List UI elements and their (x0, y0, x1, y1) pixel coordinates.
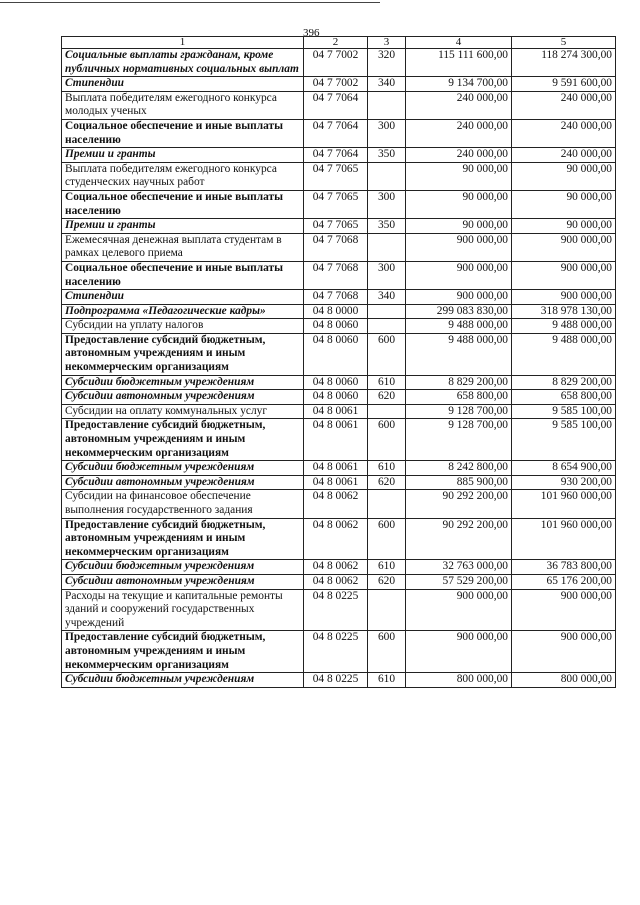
row-type: 600 (368, 333, 406, 375)
row-code: 04 8 0000 (304, 304, 368, 319)
column-header-1: 1 (62, 37, 304, 49)
table-row (62, 490, 616, 518)
row-value-4: 658 800,00 (406, 390, 512, 405)
table-row (62, 375, 616, 390)
row-value-4: 9 488 000,00 (406, 333, 512, 375)
row-value-5: 318 978 130,00 (512, 304, 616, 319)
row-value-5: 900 000,00 (512, 631, 616, 673)
row-value-5: 9 585 100,00 (512, 419, 616, 461)
row-value-4: 240 000,00 (406, 119, 512, 147)
row-type (368, 162, 406, 190)
row-code: 04 7 7064 (304, 91, 368, 119)
table-row (62, 304, 616, 319)
row-code: 04 7 7065 (304, 190, 368, 218)
row-value-4: 9 488 000,00 (406, 319, 512, 334)
row-code: 04 8 0225 (304, 631, 368, 673)
table-row (62, 148, 616, 163)
row-value-5: 90 000,00 (512, 162, 616, 190)
column-header-2: 2 (304, 37, 368, 49)
row-type: 620 (368, 475, 406, 490)
row-type: 620 (368, 574, 406, 589)
row-value-5: 900 000,00 (512, 233, 616, 261)
column-header-row (62, 37, 616, 49)
row-code: 04 7 7068 (304, 233, 368, 261)
table-row (62, 91, 616, 119)
row-code: 04 8 0225 (304, 589, 368, 631)
row-name: Премии и гранты (62, 148, 304, 163)
table-row (62, 419, 616, 461)
row-type: 340 (368, 290, 406, 305)
row-name: Выплата победителям ежегодного конкурса студенческих научных работ (62, 162, 304, 190)
table-row (62, 518, 616, 560)
row-name: Субсидии бюджетным учреждениям (62, 673, 304, 688)
row-value-5: 900 000,00 (512, 589, 616, 631)
row-type (368, 404, 406, 419)
row-name: Субсидии бюджетным учреждениям (62, 461, 304, 476)
row-code: 04 8 0060 (304, 319, 368, 334)
table-row (62, 261, 616, 289)
row-type: 610 (368, 375, 406, 390)
row-name: Стипендии (62, 77, 304, 92)
row-code: 04 8 0225 (304, 673, 368, 688)
row-type: 300 (368, 190, 406, 218)
row-value-5: 101 960 000,00 (512, 490, 616, 518)
row-code: 04 8 0062 (304, 574, 368, 589)
row-code: 04 8 0062 (304, 490, 368, 518)
row-name: Предоставление субсидий бюджетным, автономным учреждениям и иным некоммерческим организациям (62, 419, 304, 461)
row-type (368, 319, 406, 334)
row-type: 350 (368, 148, 406, 163)
row-value-4: 900 000,00 (406, 233, 512, 261)
row-name: Стипендии (62, 290, 304, 305)
row-code: 04 7 7065 (304, 162, 368, 190)
table-row (62, 333, 616, 375)
table-row (62, 233, 616, 261)
row-code: 04 8 0060 (304, 375, 368, 390)
row-code: 04 8 0061 (304, 475, 368, 490)
table-row (62, 574, 616, 589)
row-type: 300 (368, 119, 406, 147)
row-name: Субсидии на уплату налогов (62, 319, 304, 334)
top-rule (0, 2, 380, 3)
table-row (62, 461, 616, 476)
row-value-4: 900 000,00 (406, 631, 512, 673)
row-type (368, 589, 406, 631)
row-type: 350 (368, 219, 406, 234)
row-code: 04 8 0061 (304, 404, 368, 419)
row-value-4: 8 242 800,00 (406, 461, 512, 476)
row-value-4: 8 829 200,00 (406, 375, 512, 390)
row-value-4: 900 000,00 (406, 290, 512, 305)
row-name: Субсидии автономным учреждениям (62, 475, 304, 490)
row-value-4: 9 128 700,00 (406, 419, 512, 461)
row-name: Социальное обеспечение и иные выплаты населению (62, 190, 304, 218)
row-name: Субсидии автономным учреждениям (62, 574, 304, 589)
row-value-5: 800 000,00 (512, 673, 616, 688)
column-header-4: 4 (406, 37, 512, 49)
row-name: Предоставление субсидий бюджетным, автономным учреждениям и иным некоммерческим организациям (62, 631, 304, 673)
table-row (62, 390, 616, 405)
row-value-5: 8 654 900,00 (512, 461, 616, 476)
row-value-5: 118 274 300,00 (512, 49, 616, 77)
row-code: 04 8 0060 (304, 333, 368, 375)
row-code: 04 7 7064 (304, 119, 368, 147)
row-type (368, 304, 406, 319)
table-row (62, 49, 616, 77)
table-row (62, 162, 616, 190)
row-name: Социальное обеспечение и иные выплаты населению (62, 261, 304, 289)
row-value-5: 240 000,00 (512, 119, 616, 147)
row-code: 04 8 0061 (304, 419, 368, 461)
table-row (62, 589, 616, 631)
table-row (62, 673, 616, 688)
table-row (62, 77, 616, 92)
row-value-5: 90 000,00 (512, 190, 616, 218)
row-value-4: 240 000,00 (406, 148, 512, 163)
row-value-5: 9 585 100,00 (512, 404, 616, 419)
row-name: Субсидии автономным учреждениям (62, 390, 304, 405)
row-type: 620 (368, 390, 406, 405)
row-value-4: 9 128 700,00 (406, 404, 512, 419)
row-value-4: 57 529 200,00 (406, 574, 512, 589)
table-row (62, 219, 616, 234)
row-code: 04 7 7068 (304, 290, 368, 305)
row-name: Социальное обеспечение и иные выплаты населению (62, 119, 304, 147)
row-name: Предоставление субсидий бюджетным, автономным учреждениям и иным некоммерческим организациям (62, 333, 304, 375)
row-name: Социальные выплаты гражданам, кроме публичных нормативных социальных выплат (62, 49, 304, 77)
row-value-4: 9 134 700,00 (406, 77, 512, 92)
table-row (62, 475, 616, 490)
row-name: Субсидии бюджетным учреждениям (62, 375, 304, 390)
table-row (62, 290, 616, 305)
table-row (62, 190, 616, 218)
row-name: Ежемесячная денежная выплата студентам в рамках целевого приема (62, 233, 304, 261)
row-value-5: 240 000,00 (512, 91, 616, 119)
row-value-4: 240 000,00 (406, 91, 512, 119)
row-type: 610 (368, 673, 406, 688)
row-value-4: 115 111 600,00 (406, 49, 512, 77)
row-type: 300 (368, 261, 406, 289)
row-value-5: 9 488 000,00 (512, 319, 616, 334)
row-name: Субсидии на финансовое обеспечение выполнения государственного задания (62, 490, 304, 518)
row-value-4: 800 000,00 (406, 673, 512, 688)
row-name: Подпрограмма «Педагогические кадры» (62, 304, 304, 319)
row-name: Субсидии бюджетным учреждениям (62, 560, 304, 575)
row-value-5: 9 591 600,00 (512, 77, 616, 92)
row-name: Выплата победителям ежегодного конкурса молодых ученых (62, 91, 304, 119)
row-name: Расходы на текущие и капитальные ремонты зданий и сооружений государственных учреждений (62, 589, 304, 631)
row-value-4: 90 000,00 (406, 162, 512, 190)
row-type (368, 91, 406, 119)
row-value-5: 900 000,00 (512, 261, 616, 289)
budget-table-body (62, 37, 616, 688)
row-code: 04 7 7002 (304, 49, 368, 77)
row-code: 04 7 7065 (304, 219, 368, 234)
table-row (62, 119, 616, 147)
row-value-5: 65 176 200,00 (512, 574, 616, 589)
table-row (62, 319, 616, 334)
row-code: 04 8 0062 (304, 518, 368, 560)
row-value-4: 900 000,00 (406, 589, 512, 631)
row-value-4: 900 000,00 (406, 261, 512, 289)
table-row (62, 404, 616, 419)
row-type: 600 (368, 419, 406, 461)
table-row (62, 631, 616, 673)
page-number: 396 (303, 27, 320, 39)
row-value-4: 90 292 200,00 (406, 490, 512, 518)
row-type: 610 (368, 461, 406, 476)
row-type: 600 (368, 518, 406, 560)
row-code: 04 7 7068 (304, 261, 368, 289)
row-value-5: 900 000,00 (512, 290, 616, 305)
budget-table (61, 36, 616, 688)
row-code: 04 8 0061 (304, 461, 368, 476)
row-value-5: 658 800,00 (512, 390, 616, 405)
row-value-4: 299 083 830,00 (406, 304, 512, 319)
row-type: 340 (368, 77, 406, 92)
row-value-5: 36 783 800,00 (512, 560, 616, 575)
row-name: Субсидии на оплату коммунальных услуг (62, 404, 304, 419)
row-type: 320 (368, 49, 406, 77)
row-value-5: 930 200,00 (512, 475, 616, 490)
row-value-5: 240 000,00 (512, 148, 616, 163)
row-value-5: 8 829 200,00 (512, 375, 616, 390)
row-value-5: 101 960 000,00 (512, 518, 616, 560)
row-name: Предоставление субсидий бюджетным, автономным учреждениям и иным некоммерческим организациям (62, 518, 304, 560)
row-value-5: 9 488 000,00 (512, 333, 616, 375)
row-code: 04 7 7064 (304, 148, 368, 163)
row-code: 04 8 0060 (304, 390, 368, 405)
row-value-4: 90 000,00 (406, 190, 512, 218)
row-value-4: 90 000,00 (406, 219, 512, 234)
row-name: Премии и гранты (62, 219, 304, 234)
row-type: 610 (368, 560, 406, 575)
row-value-4: 90 292 200,00 (406, 518, 512, 560)
row-value-5: 90 000,00 (512, 219, 616, 234)
table-row (62, 560, 616, 575)
row-code: 04 8 0062 (304, 560, 368, 575)
row-code: 04 7 7002 (304, 77, 368, 92)
row-type (368, 490, 406, 518)
column-header-3: 3 (368, 37, 406, 49)
row-type (368, 233, 406, 261)
row-value-4: 885 900,00 (406, 475, 512, 490)
row-value-4: 32 763 000,00 (406, 560, 512, 575)
column-header-5: 5 (512, 37, 616, 49)
row-type: 600 (368, 631, 406, 673)
